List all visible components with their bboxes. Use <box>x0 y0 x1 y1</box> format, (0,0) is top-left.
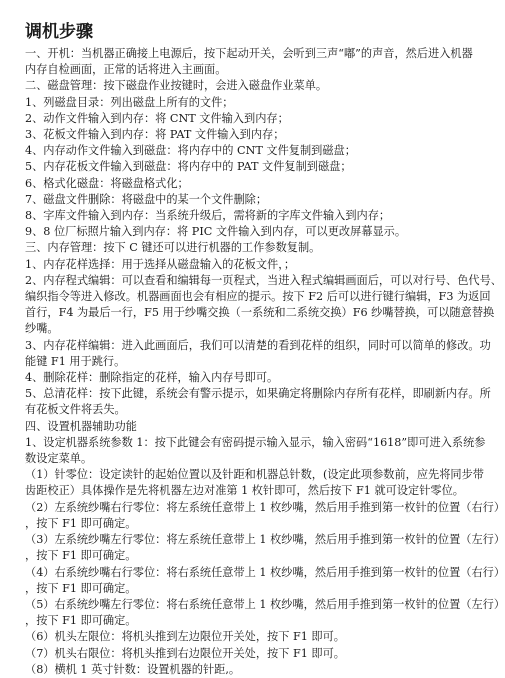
text-line: ，按下 F1 即可确定。 <box>25 549 137 563</box>
text-line: 一、开机：当机器正确接上电源后，按下起动开关，会听到三声“嘟”的声音，然后进入机器 <box>25 47 473 60</box>
text-line: 能键 F1 用于跳行。 <box>25 354 126 368</box>
text-line: ，按下 F1 即可确定。 <box>25 516 137 530</box>
text-line: （7）机头右限位：将机头推到右边限位开关处，按下 F1 即可。 <box>25 646 345 660</box>
text-line: 4、删除花样：删除指定的花样，输入内存号即可。 <box>25 371 279 385</box>
text-line: 内存自检画面，正常的话将进入主画面。 <box>25 63 227 77</box>
document-page <box>0 21 505 676</box>
text-line: 2、动作文件输入到内存：将 CNT 文件输入到内存； <box>25 111 289 125</box>
text-line: 三、内存管理：按下 C 键还可以进行机器的工作参数复制。 <box>25 241 321 255</box>
text-line: 1、内存花样选择：用于选择从磁盘输入的花板文件，； <box>25 257 296 271</box>
text-line: 5、总清花样：按下此键，系统会有警示提示，如果确定将删除内存所有花样，即刷新内存。所 <box>25 387 491 401</box>
text-line: 1、设定机器系统参数 1：按下此键会有密码提示输入显示，输入密码“1618”即可进入系统参 <box>25 435 486 449</box>
text-line: 1、列磁盘目录：列出磁盘上所有的文件； <box>25 95 234 109</box>
text-line: 6、格式化磁盘：将磁盘格式化； <box>25 176 189 190</box>
text-line: 首行，F4 为最后一行，F5 用于纱嘴交换（一系统和二系统交换）F6 纱嘴替换，可以随意替换 <box>25 306 495 320</box>
text-line: 3、花板文件输入到内存：将 PAT 文件输入到内存； <box>25 128 285 142</box>
document-title: 调机步骤 <box>25 22 93 42</box>
text-line: 8、字库文件输入到内存：当系统升级后，需将新的字库文件输入到内存； <box>25 209 391 223</box>
text-line: 纱嘴。 <box>25 322 59 336</box>
text-line: （2）左系统纱嘴右行零位：将左系统任意带上 1 枚纱嘴，然后用手推到第一枚针的位置（右行） <box>25 500 505 514</box>
text-line: 9、8 位厂标照片输入到内存：将 PIC 文件输入到内存，可以更改屏幕显示。 <box>25 225 407 239</box>
text-line: 2、内存程式编辑：可以查看和编辑每一页程式，当进入程式编辑画面后，可以对行号、色代号、 <box>25 273 502 287</box>
text-line: 4、内存动作文件输入到磁盘：将内存中的 CNT 文件复制到磁盘； <box>25 144 356 158</box>
text-line: 二、磁盘管理：按下磁盘作业按键时，会进入磁盘作业菜单。 <box>25 79 328 93</box>
text-line: （3）左系统纱嘴左行零位：将左系统任意带上 1 枚纱嘴，然后用手推到第一枚针的位置（左行） <box>25 533 505 547</box>
text-line: 7、磁盘文件删除：将磁盘中的某一个文件删除； <box>25 192 268 206</box>
text-line: 编织指令等进入修改。机器画面也会有相应的提示。按下 F2 后可以进行键行编辑，F3 为返回 <box>25 290 491 304</box>
text-line: 3、内存花样编辑：进入此画面后，我们可以清楚的看到花样的组织，同时可以简单的修改。功 <box>25 338 491 352</box>
text-line: （1）针零位：设定读针的起始位置以及针距和机器总针数，(设定此项参数前，应先将同步带 <box>25 468 484 482</box>
text-line: ，按下 F1 即可确定。 <box>25 614 137 628</box>
text-line: 齿距校正）具体操作是先将机器左边对准第 1 枚针即可，然后按下 F1 就可设定针零位。 <box>25 484 464 498</box>
text-line: ，按下 F1 即可确定。 <box>25 581 137 595</box>
text-line: 5、内存花板文件输入到磁盘：将内存中的 PAT 文件复制到磁盘； <box>25 160 352 174</box>
text-line: 四、设置机器辅助功能 <box>25 419 137 433</box>
text-line: 有花板文件将丢失。 <box>25 403 126 417</box>
text-line: 数设定菜单。 <box>25 452 93 466</box>
text-line: （4）右系统纱嘴右行零位：将右系统任意带上 1 枚纱嘴，然后用手推到第一枚针的位置（右行） <box>25 565 505 579</box>
text-line: （6）机头左限位：将机头推到左边限位开关处，按下 F1 即可。 <box>25 630 345 644</box>
text-line: （8）横机 1 英寸针数：设置机器的针距,。 <box>25 662 241 676</box>
text-line: （5）右系统纱嘴左行零位：将右系统任意带上 1 枚纱嘴，然后用手推到第一枚针的位置（左行） <box>25 597 505 611</box>
document-body <box>25 46 505 678</box>
